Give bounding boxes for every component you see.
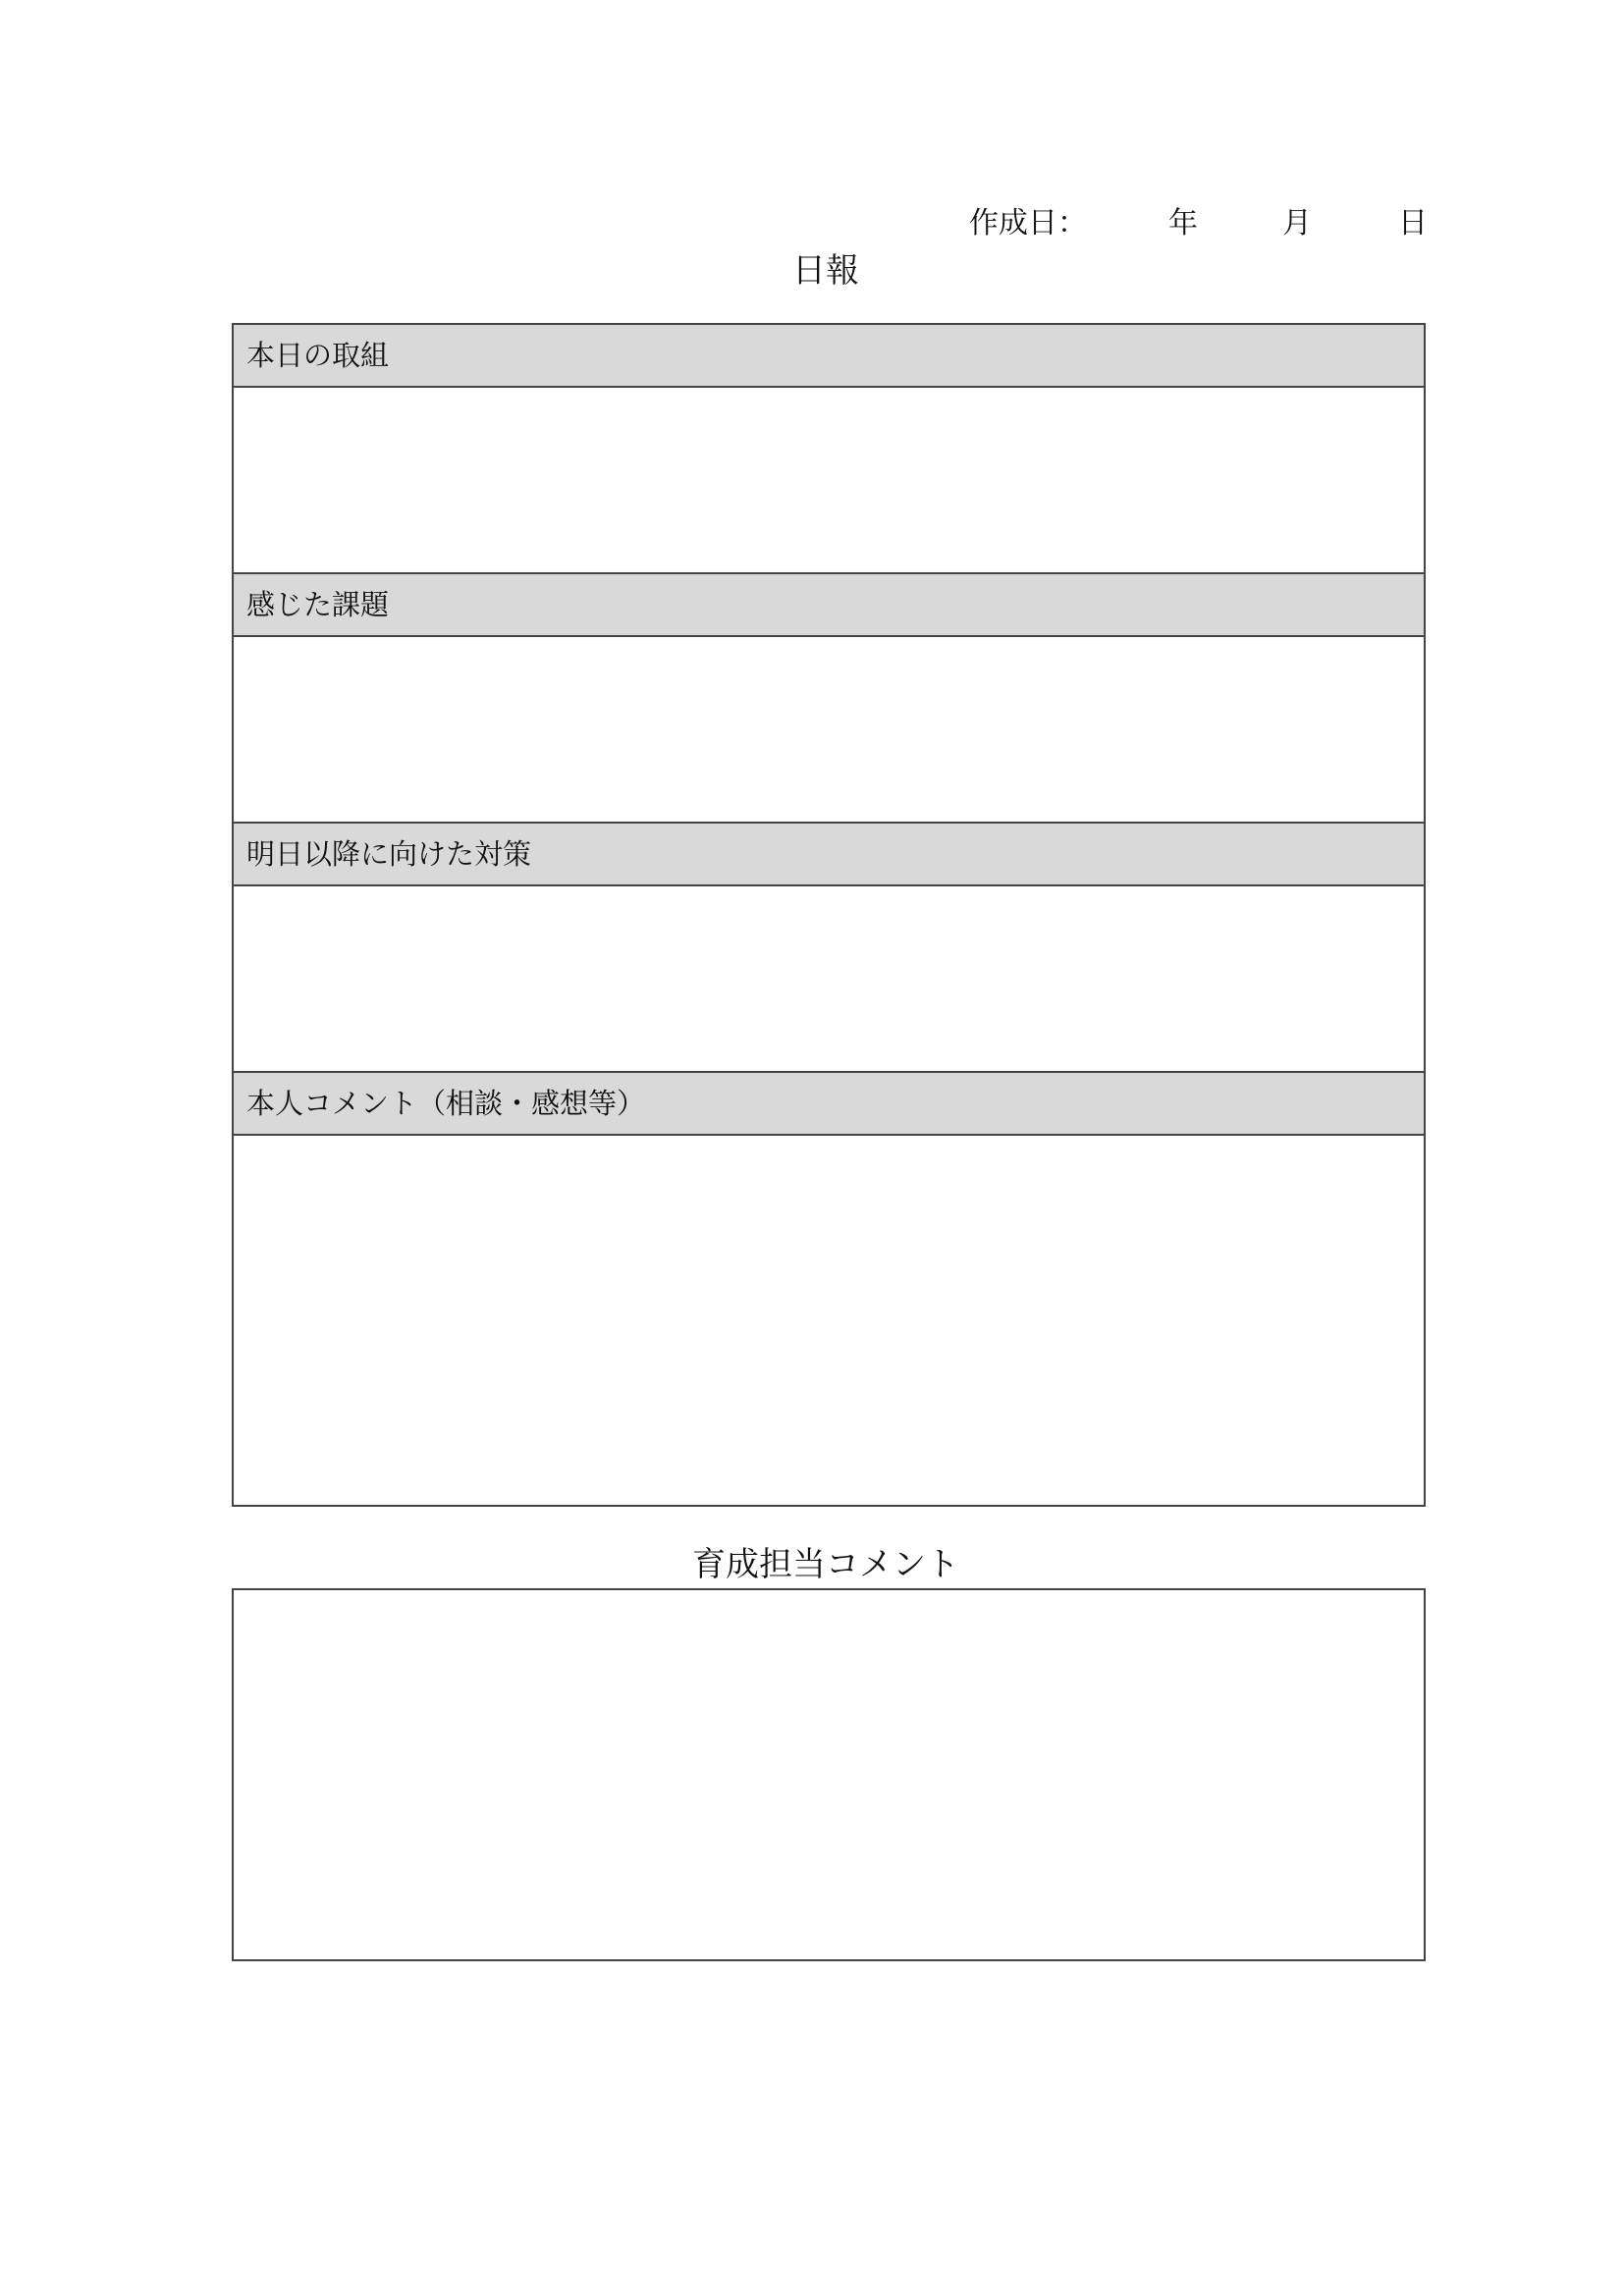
trainer-comment-field[interactable] bbox=[232, 1588, 1426, 1961]
year-label: 年 bbox=[1168, 206, 1198, 240]
creation-date-line bbox=[0, 194, 1624, 241]
month-label: 月 bbox=[1282, 206, 1312, 240]
section-field-personal-comment[interactable] bbox=[234, 1136, 1424, 1505]
day-label: 日 bbox=[1398, 206, 1428, 240]
section-field-countermeasures[interactable] bbox=[234, 886, 1424, 1073]
section-field-issues[interactable] bbox=[234, 637, 1424, 824]
created-date-label: 作成日： bbox=[969, 206, 1087, 240]
section-header-personal-comment: 本人コメント（相談・感想等） bbox=[234, 1073, 1424, 1136]
daily-report-form bbox=[232, 323, 1426, 1507]
section-header-countermeasures: 明日以降に向けた対策 bbox=[234, 824, 1424, 886]
section-header-issues: 感じた課題 bbox=[234, 574, 1424, 637]
trainer-comment-title: 育成担当コメント bbox=[692, 1545, 959, 1584]
section-header-today-work: 本日の取組 bbox=[234, 325, 1424, 388]
page-title: 日報 bbox=[792, 251, 859, 291]
section-field-today-work[interactable] bbox=[234, 388, 1424, 574]
